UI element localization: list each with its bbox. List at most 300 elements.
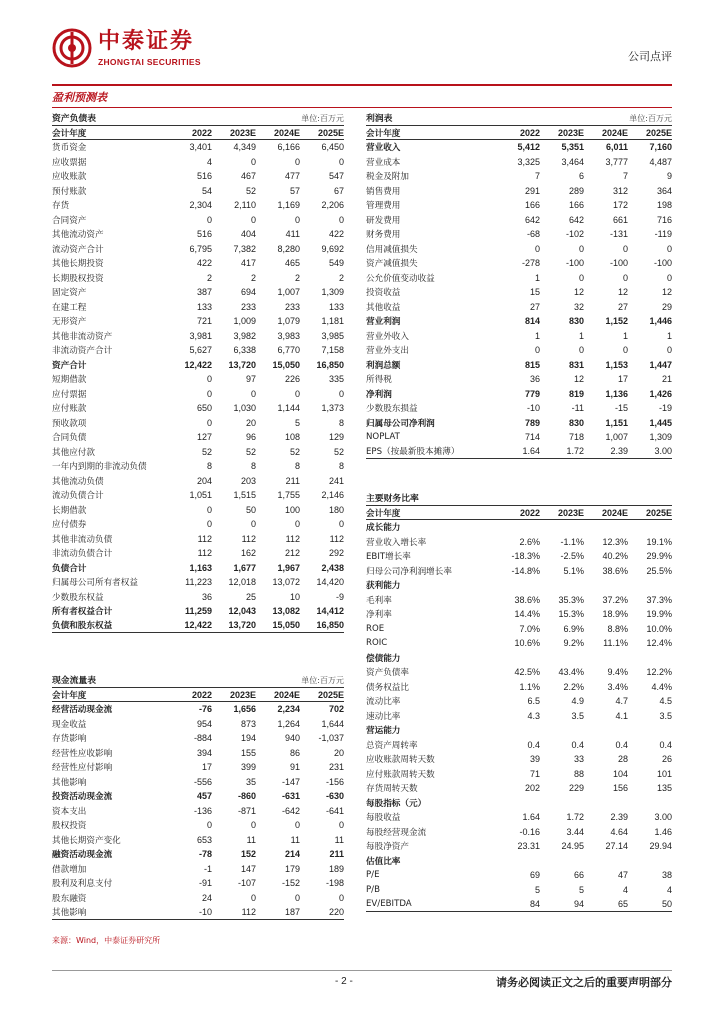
row-label: 存货 xyxy=(52,201,70,212)
row-label: 少数股东损益 xyxy=(366,404,418,415)
row-label: 在建工程 xyxy=(52,302,87,313)
row-label: 投资活动现金流 xyxy=(52,792,113,803)
row-value: 6 xyxy=(578,171,584,182)
row-value: 36 xyxy=(201,591,212,602)
row-value: 69 xyxy=(529,870,540,881)
table-row xyxy=(52,575,344,590)
row-value: 6,450 xyxy=(321,142,344,153)
logo-text-cn: 中泰证券 xyxy=(98,29,195,54)
row-label: 流动比率 xyxy=(366,697,401,708)
table-row xyxy=(52,401,344,416)
table-row xyxy=(366,535,672,550)
row-label: ROE xyxy=(366,623,385,634)
row-value: 203 xyxy=(240,475,256,486)
row-value: 4.3 xyxy=(527,710,540,721)
table-row xyxy=(52,746,344,761)
row-value: 0 xyxy=(250,892,256,903)
table-row xyxy=(52,169,344,184)
row-value: 20 xyxy=(245,417,256,428)
row-value: 187 xyxy=(284,906,300,917)
row-value: 779 xyxy=(524,388,540,399)
row-value: 7.0% xyxy=(519,623,540,634)
row-value: 3.44 xyxy=(566,826,584,837)
row-label: 其他长期投资 xyxy=(52,259,104,270)
row-label: 存货影响 xyxy=(52,734,87,745)
row-value: 0 xyxy=(206,820,212,831)
row-value: 15,050 xyxy=(272,359,300,370)
row-value: 873 xyxy=(240,718,256,729)
page-number: - 2 - xyxy=(335,976,353,987)
table-row xyxy=(366,607,672,622)
row-label: 投资收益 xyxy=(366,288,401,299)
row-value: 24.95 xyxy=(561,841,584,852)
row-value: 91 xyxy=(289,762,300,773)
row-label: 营业外收入 xyxy=(366,331,409,342)
row-label: 应收账款 xyxy=(52,172,87,183)
table-row xyxy=(366,372,672,387)
table-row xyxy=(52,847,344,862)
table-row xyxy=(366,198,672,213)
table-body xyxy=(52,140,344,633)
row-value: -884 xyxy=(193,733,212,744)
row-label: 应付票据 xyxy=(52,389,87,400)
row-value: -156 xyxy=(325,776,344,787)
row-value: 9 xyxy=(666,171,672,182)
row-value: 32 xyxy=(573,301,584,312)
table-row xyxy=(52,731,344,746)
row-value: 6.9% xyxy=(563,623,584,634)
row-value: 0 xyxy=(206,504,212,515)
row-label: 营业成本 xyxy=(366,157,401,168)
row-value: 4.9 xyxy=(571,696,584,707)
column-header-year: 2023E xyxy=(557,127,584,138)
row-value: 104 xyxy=(612,768,628,779)
table-row xyxy=(52,358,344,373)
row-value: 14,412 xyxy=(316,606,344,617)
row-value: 4.4% xyxy=(651,681,672,692)
row-value: 5,627 xyxy=(189,345,212,356)
row-value: 8 xyxy=(338,417,344,428)
row-value: 18.9% xyxy=(602,609,628,620)
row-value: 1,153 xyxy=(605,359,628,370)
row-value: -78 xyxy=(198,849,212,860)
row-value: 3,985 xyxy=(321,330,344,341)
table-row xyxy=(366,723,672,738)
row-value: -19 xyxy=(658,403,672,414)
row-value: -147 xyxy=(281,776,300,787)
table-row xyxy=(366,155,672,170)
row-value: 0 xyxy=(250,156,256,167)
row-label: 股东融资 xyxy=(52,893,87,904)
table-row xyxy=(52,430,344,445)
row-label: 融资活动现金流 xyxy=(52,850,113,861)
row-label: 经营活动现金流 xyxy=(52,705,113,716)
row-label: 应付账款周转天数 xyxy=(366,769,435,780)
row-value: 0 xyxy=(534,243,540,254)
row-label: 非流动资产合计 xyxy=(52,346,113,357)
table-row xyxy=(366,709,672,724)
row-value: 404 xyxy=(240,229,256,240)
table-row xyxy=(366,694,672,709)
table-row xyxy=(52,329,344,344)
row-value: 17 xyxy=(201,762,212,773)
row-value: 21 xyxy=(661,374,672,385)
row-value: 1 xyxy=(534,272,540,283)
row-value: 5,351 xyxy=(561,142,584,153)
row-value: 312 xyxy=(612,185,628,196)
row-value: 189 xyxy=(328,863,344,874)
table-row xyxy=(52,503,344,518)
table-row xyxy=(52,775,344,790)
row-value: 14,420 xyxy=(316,577,344,588)
table-row xyxy=(52,804,344,819)
row-value: 0 xyxy=(622,345,628,356)
row-value: 2,304 xyxy=(189,200,212,211)
row-label: 合同负债 xyxy=(52,433,87,444)
row-value: 2,206 xyxy=(321,200,344,211)
column-header-year: 2023E xyxy=(229,689,256,700)
row-value: 1,656 xyxy=(233,704,256,715)
row-value: 212 xyxy=(284,548,300,559)
table-row xyxy=(366,401,672,416)
row-value: 477 xyxy=(284,171,300,182)
row-value: 27 xyxy=(529,301,540,312)
row-value: -152 xyxy=(281,878,300,889)
row-value: 716 xyxy=(656,214,672,225)
table-row xyxy=(52,314,344,329)
row-label: 应付账款 xyxy=(52,404,87,415)
row-value: 37.3% xyxy=(646,594,672,605)
row-value: 1,426 xyxy=(649,388,672,399)
row-value: 422 xyxy=(328,229,344,240)
row-value: 0 xyxy=(338,820,344,831)
row-value: 516 xyxy=(196,229,212,240)
row-label: NOPLAT xyxy=(366,432,400,443)
row-label: 长期借款 xyxy=(52,505,87,516)
row-value: 1.72 xyxy=(566,446,584,457)
row-value: 1.1% xyxy=(519,681,540,692)
row-value: 0 xyxy=(206,417,212,428)
row-value: 179 xyxy=(284,863,300,874)
table-row xyxy=(366,854,672,869)
row-value: 0.4 xyxy=(615,739,628,750)
row-value: 12,018 xyxy=(228,577,256,588)
row-value: 1,151 xyxy=(605,417,628,428)
row-value: 35 xyxy=(245,776,256,787)
row-value: -119 xyxy=(654,229,672,240)
row-value: 7 xyxy=(622,171,628,182)
table-row xyxy=(52,155,344,170)
row-label: 利润总额 xyxy=(366,360,401,371)
row-value: 6,338 xyxy=(233,345,256,356)
table-row xyxy=(366,184,672,199)
row-value: 35.3% xyxy=(558,594,584,605)
row-value: 549 xyxy=(328,258,344,269)
row-value: 27.14 xyxy=(605,841,628,852)
row-value: 2,438 xyxy=(321,562,344,573)
row-value: 1,007 xyxy=(277,287,300,298)
row-value: 289 xyxy=(568,185,584,196)
row-value: -15 xyxy=(614,403,628,414)
row-label: 其他应付款 xyxy=(52,447,95,458)
row-label: 其他长期资产变化 xyxy=(52,835,121,846)
row-label: 少数股东权益 xyxy=(52,592,104,603)
row-value: 457 xyxy=(196,791,212,802)
row-label: 流动资产合计 xyxy=(52,244,104,255)
row-value: 7 xyxy=(534,171,540,182)
table-unit: 单位:百万元 xyxy=(629,114,672,123)
row-value: 39 xyxy=(529,754,540,765)
row-value: 0 xyxy=(294,892,300,903)
row-value: 1 xyxy=(534,330,540,341)
row-value: 12 xyxy=(573,287,584,298)
row-value: -871 xyxy=(237,805,256,816)
row-value: 38.6% xyxy=(514,594,540,605)
row-value: 0 xyxy=(294,820,300,831)
table-row xyxy=(366,825,672,840)
row-value: 229 xyxy=(568,783,584,794)
footer-divider xyxy=(52,970,672,971)
row-value: 10.6% xyxy=(514,638,540,649)
table-row xyxy=(52,532,344,547)
row-label: 财务费用 xyxy=(366,230,401,241)
row-value: 4 xyxy=(666,884,672,895)
row-value: 211 xyxy=(329,849,344,860)
row-value: 156 xyxy=(612,783,628,794)
row-value: 16,850 xyxy=(316,359,344,370)
row-value: 0 xyxy=(294,519,300,530)
row-value: 3.5 xyxy=(571,710,584,721)
row-value: -91 xyxy=(198,878,212,889)
row-label: 其他非流动负债 xyxy=(52,534,113,545)
row-value: 12.2% xyxy=(646,667,672,678)
row-value: 2 xyxy=(250,272,256,283)
section-title: 盈利预测表 xyxy=(52,91,107,104)
table-row xyxy=(366,883,672,898)
row-label: 公允价值变动收益 xyxy=(366,273,435,284)
row-value: 0 xyxy=(250,519,256,530)
disclaimer-text: 请务必阅读正文之后的重要声明部分 xyxy=(496,976,672,989)
row-value: 4.7 xyxy=(615,696,628,707)
row-label: 现金收益 xyxy=(52,719,87,730)
row-value: 1,445 xyxy=(649,417,672,428)
row-value: 0 xyxy=(206,519,212,530)
table-row xyxy=(52,717,344,732)
table-row xyxy=(366,314,672,329)
column-header-year: 2025E xyxy=(317,689,344,700)
row-value: 653 xyxy=(196,834,212,845)
table-row xyxy=(52,517,344,532)
row-value: -10 xyxy=(526,403,540,414)
row-value: -102 xyxy=(565,229,584,240)
table-row xyxy=(52,702,344,717)
table-header xyxy=(52,688,344,702)
table-row xyxy=(366,387,672,402)
row-value: 5 xyxy=(534,884,540,895)
row-value: 3.4% xyxy=(607,681,628,692)
row-value: 0 xyxy=(578,345,584,356)
row-value: 112 xyxy=(241,533,256,544)
column-header-year: 2022 xyxy=(519,507,540,518)
row-label: P/B xyxy=(366,884,380,895)
table-row xyxy=(366,300,672,315)
row-label: 预收款项 xyxy=(52,418,87,429)
row-value: 12.4% xyxy=(646,638,672,649)
row-value: 52 xyxy=(333,446,344,457)
table-row xyxy=(366,767,672,782)
row-value: 12 xyxy=(617,287,628,298)
row-value: 12,043 xyxy=(228,606,256,617)
row-value: 2.39 xyxy=(610,446,628,457)
row-value: 1.64 xyxy=(522,812,540,823)
row-label: 存货周转天数 xyxy=(366,784,418,795)
row-value: 1.64 xyxy=(522,446,540,457)
row-value: 0 xyxy=(250,820,256,831)
row-label: 经营性应付影响 xyxy=(52,763,113,774)
row-value: 650 xyxy=(196,403,212,414)
row-value: 94 xyxy=(573,898,584,909)
row-value: 0 xyxy=(578,243,584,254)
row-value: 789 xyxy=(524,417,540,428)
row-value: 0 xyxy=(578,272,584,283)
row-value: 57 xyxy=(289,185,300,196)
row-value: 28 xyxy=(617,754,628,765)
row-value: 0 xyxy=(666,345,672,356)
row-value: 0.4 xyxy=(659,739,672,750)
row-value: 12 xyxy=(573,374,584,385)
row-value: 1,309 xyxy=(321,287,344,298)
row-value: 1.72 xyxy=(566,812,584,823)
row-label: 每股净资产 xyxy=(366,842,409,853)
table-row xyxy=(52,876,344,891)
row-label: 应收票据 xyxy=(52,157,87,168)
row-value: 100 xyxy=(284,504,300,515)
row-label: ROIC xyxy=(366,638,388,649)
income-statement-table xyxy=(366,112,672,459)
row-value: 29.94 xyxy=(649,841,672,852)
row-label: 固定资产 xyxy=(52,288,87,299)
row-value: -1.1% xyxy=(560,536,584,547)
row-value: 335 xyxy=(328,374,344,385)
table-row xyxy=(366,868,672,883)
row-value: 37.2% xyxy=(602,594,628,605)
row-value: 11.1% xyxy=(603,638,628,649)
row-label: 其他影响 xyxy=(52,777,87,788)
row-value: 3,983 xyxy=(277,330,300,341)
column-header-year: 2024E xyxy=(273,127,300,138)
row-label: 营业收入增长率 xyxy=(366,537,427,548)
row-value: 4.5 xyxy=(659,696,672,707)
row-label: 净利润 xyxy=(366,389,392,400)
row-value: 9.4% xyxy=(607,667,628,678)
balance-sheet-table xyxy=(52,112,344,633)
row-value: 0 xyxy=(250,388,256,399)
row-value: 2.2% xyxy=(563,681,584,692)
row-value: -642 xyxy=(281,805,300,816)
row-label: EV/EBITDA xyxy=(366,898,412,909)
row-value: -641 xyxy=(325,805,344,816)
row-label: 研发费用 xyxy=(366,215,401,226)
row-value: 0 xyxy=(294,156,300,167)
row-value: 5,412 xyxy=(517,142,540,153)
row-value: 6,166 xyxy=(277,142,300,153)
table-unit: 单位:百万元 xyxy=(301,676,344,685)
row-value: 411 xyxy=(285,229,300,240)
row-value: 3,777 xyxy=(605,156,628,167)
row-label: 股利及利息支付 xyxy=(52,879,113,890)
row-value: 15.3% xyxy=(558,609,584,620)
table-row xyxy=(366,256,672,271)
row-value: 694 xyxy=(240,287,256,298)
row-label: 货币资金 xyxy=(52,143,87,154)
row-value: 13,072 xyxy=(272,577,300,588)
table-row xyxy=(52,285,344,300)
row-value: 2,146 xyxy=(321,490,344,501)
row-label: 总资产周转率 xyxy=(366,740,418,751)
row-value: 12.3% xyxy=(602,536,628,547)
table-row xyxy=(366,445,672,460)
row-value: 0 xyxy=(666,272,672,283)
source-note: 来源：Wind，中泰证券研究所 xyxy=(52,936,161,945)
row-value: 19.1% xyxy=(646,536,672,547)
row-value: 3,464 xyxy=(561,156,584,167)
page-header xyxy=(52,26,672,82)
row-value: 202 xyxy=(524,783,540,794)
row-label: 其他非流动资产 xyxy=(52,331,113,342)
row-value: 0 xyxy=(206,374,212,385)
row-value: 24 xyxy=(201,892,212,903)
row-value: 830 xyxy=(568,316,584,327)
column-header-label: 会计年度 xyxy=(366,127,401,138)
row-value: 819 xyxy=(568,388,584,399)
row-label: 销售费用 xyxy=(366,186,401,197)
column-header-year: 2024E xyxy=(273,689,300,700)
column-header-year: 2024E xyxy=(601,507,628,518)
row-value: 0 xyxy=(666,243,672,254)
row-value: 718 xyxy=(568,432,584,443)
row-value: 8 xyxy=(294,461,300,472)
table-row xyxy=(366,271,672,286)
row-label: 归母公司净利润增长率 xyxy=(366,566,452,577)
table-row xyxy=(366,622,672,637)
table-row xyxy=(52,387,344,402)
table-row xyxy=(366,752,672,767)
row-value: -630 xyxy=(325,791,344,802)
table-row xyxy=(366,285,672,300)
row-value: 12 xyxy=(661,287,672,298)
row-value: -100 xyxy=(653,258,672,269)
row-value: 422 xyxy=(196,258,212,269)
row-label: 速动比率 xyxy=(366,711,401,722)
row-value: -556 xyxy=(193,776,212,787)
row-value: 1,181 xyxy=(321,316,344,327)
table-title-row xyxy=(366,492,672,506)
row-value: 1,447 xyxy=(649,359,672,370)
table-row xyxy=(52,459,344,474)
row-value: 8 xyxy=(206,461,212,472)
table-row xyxy=(52,818,344,833)
row-value: 54 xyxy=(201,185,212,196)
row-value: 12,422 xyxy=(184,620,212,631)
row-value: -1,037 xyxy=(318,733,344,744)
row-value: 2 xyxy=(338,272,344,283)
row-value: 387 xyxy=(196,287,212,298)
row-label: 资产减值损失 xyxy=(366,259,418,270)
row-value: 2 xyxy=(294,272,300,283)
row-value: 180 xyxy=(328,504,344,515)
row-value: -107 xyxy=(237,878,256,889)
row-value: 830 xyxy=(568,417,584,428)
